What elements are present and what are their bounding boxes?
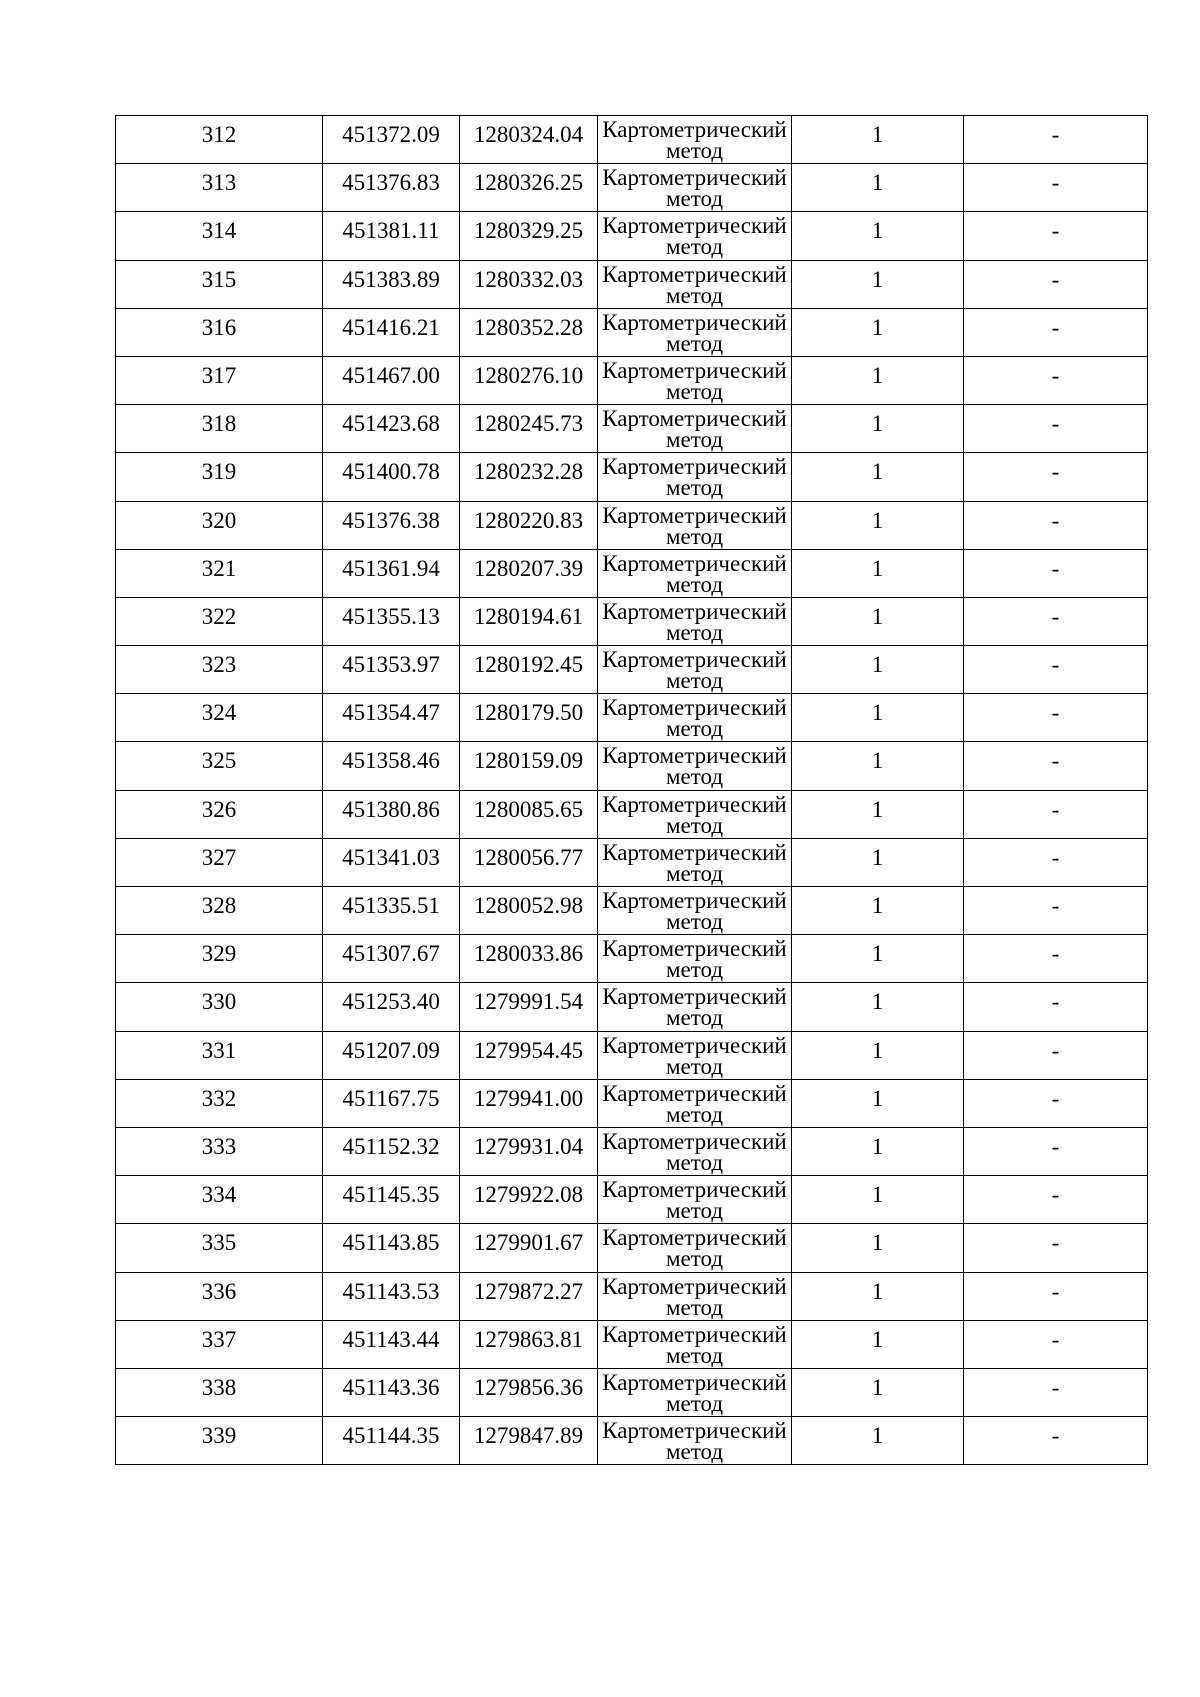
point-number-cell: 339 [116,1417,323,1465]
method-line-2: метод [665,282,724,308]
coord-y-cell: 1280329.25 [460,212,598,260]
table-row [116,260,1148,308]
note-cell: - [964,1272,1148,1320]
method-cell [598,1417,792,1465]
point-number-cell: 317 [116,356,323,404]
method-cell [598,838,792,886]
method-cell [598,549,792,597]
note-cell: - [964,356,1148,404]
coord-y-cell: 1279872.27 [460,1272,598,1320]
method-line-2: метод [665,716,724,742]
method-line-2: метод [665,1294,724,1320]
note-cell: - [964,1176,1148,1224]
method-line-1: Картометрический [602,213,787,239]
point-number-cell: 316 [116,308,323,356]
accuracy-cell: 1 [792,308,964,356]
method-cell [598,983,792,1031]
coord-x-cell: 451400.78 [323,453,460,501]
coord-x-cell: 451358.46 [323,742,460,790]
table-row [116,935,1148,983]
coord-y-cell: 1280056.77 [460,838,598,886]
point-number-cell: 319 [116,453,323,501]
note-cell: - [964,549,1148,597]
table-row [116,790,1148,838]
coord-y-cell: 1280326.25 [460,164,598,212]
table-row [116,212,1148,260]
method-cell [598,308,792,356]
method-cell [598,1031,792,1079]
method-line-1: Картометрический [602,550,787,576]
coord-x-cell: 451376.83 [323,164,460,212]
coordinates-table [115,115,1148,1465]
coord-x-cell: 451307.67 [323,935,460,983]
method-cell [598,356,792,404]
table-row [116,597,1148,645]
point-number-cell: 322 [116,597,323,645]
coord-y-cell: 1279922.08 [460,1176,598,1224]
coord-y-cell: 1280052.98 [460,887,598,935]
note-cell: - [964,164,1148,212]
accuracy-cell: 1 [792,164,964,212]
method-line-1: Картометрический [602,309,787,335]
coord-y-cell: 1280324.04 [460,116,598,164]
method-cell [598,453,792,501]
coord-y-cell: 1280085.65 [460,790,598,838]
method-cell [598,597,792,645]
accuracy-cell: 1 [792,597,964,645]
table-row [116,1417,1148,1465]
method-line-2: метод [665,1439,724,1465]
table-row [116,1176,1148,1224]
method-line-1: Картометрический [602,888,787,913]
accuracy-cell: 1 [792,356,964,404]
coord-y-cell: 1280033.86 [460,935,598,983]
note-cell: - [964,1417,1148,1465]
point-number-cell: 318 [116,405,323,453]
method-line-2: метод [665,1342,724,1368]
method-line-2: метод [665,330,724,356]
accuracy-cell: 1 [792,1368,964,1416]
method-line-2: метод [665,812,724,838]
accuracy-cell: 1 [792,1031,964,1079]
coord-y-cell: 1280220.83 [460,501,598,549]
method-cell [598,887,792,935]
point-number-cell: 338 [116,1368,323,1416]
coord-x-cell: 451167.75 [323,1079,460,1127]
point-number-cell: 329 [116,935,323,983]
table-row [116,742,1148,790]
method-line-2: метод [665,138,724,163]
point-number-cell: 335 [116,1224,323,1272]
method-line-2: метод [665,1149,724,1175]
method-line-1: Картометрический [602,1369,787,1395]
method-line-1: Картометрический [602,695,787,721]
point-number-cell: 334 [116,1176,323,1224]
method-line-1: Картометрический [602,261,787,287]
table-row [116,356,1148,404]
accuracy-cell: 1 [792,260,964,308]
note-cell: - [964,1224,1148,1272]
method-line-1: Картометрический [602,647,787,673]
accuracy-cell: 1 [792,694,964,742]
coord-x-cell: 451145.35 [323,1176,460,1224]
table-row [116,116,1148,164]
point-number-cell: 315 [116,260,323,308]
method-cell [598,1127,792,1175]
table-row [116,983,1148,1031]
point-number-cell: 321 [116,549,323,597]
method-line-1: Картометрический [602,936,787,962]
point-number-cell: 330 [116,983,323,1031]
method-line-1: Картометрический [602,598,787,624]
method-cell [598,646,792,694]
table-row [116,405,1148,453]
coord-x-cell: 451383.89 [323,260,460,308]
point-number-cell: 324 [116,694,323,742]
method-cell [598,1272,792,1320]
point-number-cell: 313 [116,164,323,212]
method-cell [598,790,792,838]
note-cell: - [964,501,1148,549]
coord-y-cell: 1279931.04 [460,1127,598,1175]
coord-x-cell: 451467.00 [323,356,460,404]
method-line-1: Картометрический [602,839,787,865]
note-cell: - [964,838,1148,886]
method-line-2: метод [665,1198,724,1224]
method-line-2: метод [665,1005,724,1031]
note-cell: - [964,935,1148,983]
point-number-cell: 332 [116,1079,323,1127]
method-line-1: Картометрический [602,1177,787,1203]
method-line-1: Картометрический [602,1225,787,1251]
note-cell: - [964,453,1148,501]
point-number-cell: 331 [116,1031,323,1079]
coord-y-cell: 1279863.81 [460,1320,598,1368]
coord-y-cell: 1280179.50 [460,694,598,742]
method-cell [598,212,792,260]
method-line-1: Картометрический [602,454,787,480]
accuracy-cell: 1 [792,983,964,1031]
coord-y-cell: 1280332.03 [460,260,598,308]
accuracy-cell: 1 [792,453,964,501]
accuracy-cell: 1 [792,646,964,694]
accuracy-cell: 1 [792,1176,964,1224]
method-line-1: Картометрический [602,1128,787,1154]
method-cell [598,116,792,164]
table-row [116,164,1148,212]
method-cell [598,164,792,212]
note-cell: - [964,790,1148,838]
coord-x-cell: 451361.94 [323,549,460,597]
coord-y-cell: 1279847.89 [460,1417,598,1465]
point-number-cell: 323 [116,646,323,694]
coord-y-cell: 1280159.09 [460,742,598,790]
table-row [116,1224,1148,1272]
note-cell: - [964,694,1148,742]
accuracy-cell: 1 [792,790,964,838]
method-cell [598,1368,792,1416]
table-row [116,1272,1148,1320]
method-cell [598,501,792,549]
point-number-cell: 328 [116,887,323,935]
accuracy-cell: 1 [792,212,964,260]
table-row [116,694,1148,742]
coord-x-cell: 451207.09 [323,1031,460,1079]
coord-y-cell: 1280192.45 [460,646,598,694]
point-number-cell: 336 [116,1272,323,1320]
point-number-cell: 325 [116,742,323,790]
note-cell: - [964,212,1148,260]
table-body [116,116,1148,1465]
note-cell: - [964,116,1148,164]
method-cell [598,1224,792,1272]
accuracy-cell: 1 [792,549,964,597]
method-line-2: метод [665,571,724,597]
note-cell: - [964,1127,1148,1175]
accuracy-cell: 1 [792,742,964,790]
method-cell [598,935,792,983]
method-line-2: метод [665,1101,724,1127]
coord-x-cell: 451355.13 [323,597,460,645]
accuracy-cell: 1 [792,1127,964,1175]
method-cell [598,260,792,308]
point-number-cell: 327 [116,838,323,886]
note-cell: - [964,1031,1148,1079]
accuracy-cell: 1 [792,1272,964,1320]
table-row [116,308,1148,356]
coord-x-cell: 451353.97 [323,646,460,694]
accuracy-cell: 1 [792,405,964,453]
method-line-1: Картометрический [602,1418,787,1444]
method-cell [598,742,792,790]
coord-x-cell: 451335.51 [323,887,460,935]
method-line-2: метод [665,1390,724,1416]
method-cell [598,405,792,453]
coord-y-cell: 1279901.67 [460,1224,598,1272]
table-row [116,1079,1148,1127]
accuracy-cell: 1 [792,1079,964,1127]
accuracy-cell: 1 [792,116,964,164]
table-row [116,549,1148,597]
method-line-1: Картометрический [602,165,787,191]
method-line-1: Картометрический [602,406,787,432]
method-line-2: метод [665,523,724,549]
method-line-2: метод [665,234,724,260]
method-line-1: Картометрический [602,1321,787,1347]
table-row [116,887,1148,935]
method-line-2: метод [665,475,724,501]
method-line-1: Картометрический [602,1032,787,1058]
note-cell: - [964,1320,1148,1368]
coord-x-cell: 451381.11 [323,212,460,260]
coord-y-cell: 1280232.28 [460,453,598,501]
coord-x-cell: 451143.53 [323,1272,460,1320]
coord-x-cell: 451372.09 [323,116,460,164]
coord-x-cell: 451144.35 [323,1417,460,1465]
coord-y-cell: 1280194.61 [460,597,598,645]
coord-x-cell: 451354.47 [323,694,460,742]
accuracy-cell: 1 [792,935,964,983]
accuracy-cell: 1 [792,501,964,549]
coord-x-cell: 451253.40 [323,983,460,1031]
method-line-2: метод [665,378,724,404]
table-row [116,646,1148,694]
method-line-2: метод [665,619,724,645]
method-line-2: метод [665,860,724,886]
coord-y-cell: 1279856.36 [460,1368,598,1416]
note-cell: - [964,1079,1148,1127]
note-cell: - [964,1368,1148,1416]
table-row [116,1127,1148,1175]
method-line-1: Картометрический [602,117,787,142]
table-row [116,453,1148,501]
method-line-1: Картометрический [602,743,787,769]
method-line-1: Картометрический [602,1080,787,1106]
accuracy-cell: 1 [792,1320,964,1368]
coord-y-cell: 1280276.10 [460,356,598,404]
coord-x-cell: 451416.21 [323,308,460,356]
coord-x-cell: 451341.03 [323,838,460,886]
coord-y-cell: 1280207.39 [460,549,598,597]
coord-y-cell: 1279991.54 [460,983,598,1031]
method-line-1: Картометрический [602,1273,787,1299]
accuracy-cell: 1 [792,887,964,935]
method-line-1: Картометрический [602,984,787,1010]
method-line-2: метод [665,427,724,453]
method-line-2: метод [665,764,724,790]
table-row [116,838,1148,886]
table-row [116,1320,1148,1368]
coord-x-cell: 451380.86 [323,790,460,838]
method-cell [598,694,792,742]
method-line-1: Картометрический [602,357,787,383]
note-cell: - [964,597,1148,645]
point-number-cell: 312 [116,116,323,164]
note-cell: - [964,887,1148,935]
point-number-cell: 337 [116,1320,323,1368]
method-cell [598,1079,792,1127]
method-line-2: метод [665,909,724,934]
method-line-2: метод [665,186,724,212]
note-cell: - [964,983,1148,1031]
method-line-1: Картометрический [602,791,787,817]
method-line-2: метод [665,668,724,694]
method-cell [598,1320,792,1368]
accuracy-cell: 1 [792,838,964,886]
coord-x-cell: 451423.68 [323,405,460,453]
coord-y-cell: 1279954.45 [460,1031,598,1079]
point-number-cell: 320 [116,501,323,549]
point-number-cell: 314 [116,212,323,260]
coord-x-cell: 451143.85 [323,1224,460,1272]
accuracy-cell: 1 [792,1417,964,1465]
coord-x-cell: 451143.36 [323,1368,460,1416]
coord-x-cell: 451152.32 [323,1127,460,1175]
table-row [116,1368,1148,1416]
note-cell: - [964,260,1148,308]
method-line-2: метод [665,1053,724,1079]
table-row [116,501,1148,549]
coord-y-cell: 1280352.28 [460,308,598,356]
note-cell: - [964,308,1148,356]
coord-x-cell: 451376.38 [323,501,460,549]
method-line-2: метод [665,957,724,983]
point-number-cell: 333 [116,1127,323,1175]
table-row [116,1031,1148,1079]
method-cell [598,1176,792,1224]
method-line-2: метод [665,1246,724,1272]
method-line-1: Картометрический [602,502,787,528]
note-cell: - [964,646,1148,694]
coord-y-cell: 1279941.00 [460,1079,598,1127]
coord-x-cell: 451143.44 [323,1320,460,1368]
note-cell: - [964,742,1148,790]
accuracy-cell: 1 [792,1224,964,1272]
coord-y-cell: 1280245.73 [460,405,598,453]
note-cell: - [964,405,1148,453]
point-number-cell: 326 [116,790,323,838]
